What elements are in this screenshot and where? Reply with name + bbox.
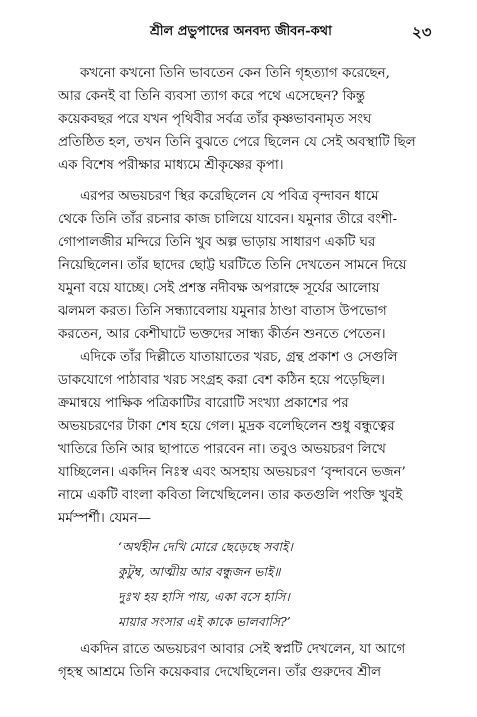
text-line: কয়েকবছর পরে যখন পৃথিবীর সর্বত্র তাঁর কৃষ্ণভাবনামৃত সংঘ [58, 112, 372, 127]
body-text [58, 62, 458, 684]
paragraph-gap [58, 177, 458, 185]
text-line: ঝলমল করত। তিনি সন্ধ্যাবেলায় যমুনার ঠাণ্ডা বাতাস উপভোগ [58, 304, 387, 319]
text-line: গৃহস্থ আশ্রমে তিনি কয়েকবার দেখেছিলেন। তাঁর গুরুদেব শ্রীল [58, 665, 381, 680]
paragraph-1 [58, 62, 458, 177]
text-line: ক্রমান্বয়ে পাক্ষিক পত্রিকাটির বারোটি সংখ্যা প্রকাশের পর [58, 396, 349, 411]
text-line: ডাকযোগে পাঠাবার খরচ সংগ্রহ করা বেশ কঠিন হয়ে পড়েছিল। [58, 373, 385, 388]
paragraph-3 [58, 346, 458, 530]
poem-block [58, 534, 458, 634]
text-line: নিয়েছিলেন। তাঁর ছাদের ছোট্ট ঘরটিতে তিনি দেখতেন সামনে দিয়ে [58, 258, 407, 273]
text-line: যাচ্ছিলেন। একদিন নিঃস্ব এবং অসহায় অভয়চরণ ‘বৃন্দাবনে ভজন’ [58, 465, 406, 480]
text-line: নামে একটি বাংলা কবিতা লিখেছিলেন। তার কতগুলি পংক্তি খুবই [58, 488, 403, 503]
text-line: খাতিরে তিনি আর ছাপাতে পারবেন না। তবুও অভয়চরণ লিখে [58, 442, 386, 457]
text-line: যমুনা বয়ে যাচ্ছে। সেই প্রশস্ত নদীবক্ষ অপরাহ্নে সূর্যের আলোয় [58, 281, 380, 296]
text-line: আর কেনই বা তিনি ব্যবসা ত্যাগ করে পথে এসেছেন? কিন্তু [58, 89, 365, 104]
page-number: ২৩ [412, 23, 432, 41]
page-header [0, 22, 477, 48]
paragraph-2 [58, 185, 458, 346]
text-line: এক বিশেষ পরীক্ষার মাধ্যমে শ্রীকৃষ্ণের কৃপা। [58, 158, 284, 173]
poem-line: মায়ার সংসার এই কাকে ভালবাসি?’ [118, 614, 291, 629]
paragraph-4 [58, 638, 458, 684]
text-line: করতেন, আর কেশীঘাটে ভক্তদের সান্ধ্য কীর্তন শুনতে পেতেন। [58, 327, 386, 342]
text-line: একদিন রাতে অভয়চরণ আবার সেই স্বপ্নটি দেখলেন, যা আগে [80, 642, 406, 657]
text-line: এদিকে তাঁর দিল্লীতে যাতায়াতের খরচ, গ্রন্থ প্রকাশ ও সেগুলি [80, 350, 398, 365]
poem-line: ‘অর্থহীন দেখি মোরে ছেড়েছে সবাই। [118, 539, 293, 554]
text-line: মর্মস্পর্শী। যেমন— [58, 511, 151, 526]
text-line: গোপালজীর মন্দিরে তিনি খুব অল্প ভাড়ায় সাধারণ একটি ঘর [58, 235, 376, 250]
text-line: থেকে তিনি তাঁর রচনার কাজ চালিয়ে যাবেন। যমুনার তীরে বংশী- [58, 212, 398, 227]
running-title: শ্রীল প্রভুপাদের অনবদ্য জীবন-কথা [150, 24, 332, 39]
poem-line: কুটুম্ব, আত্মীয় আর বন্ধুজন ভাই॥ [118, 564, 281, 579]
poem-line: দুঃখ হয় হাসি পায়, একা বসে হাসি। [118, 589, 290, 604]
text-line: অভয়চরণের টাকা শেষ হয়ে গেল। মুদ্রক বলেছিলেন শুধু বন্ধুত্বের [58, 419, 395, 434]
text-line: এরপর অভয়চরণ স্থির করেছিলেন যে পবিত্র বৃন্দাবন ধামে [80, 189, 379, 204]
text-line: কখনো কখনো তিনি ভাবতেন কেন তিনি গৃহত্যাগ করেছেন, [80, 66, 390, 81]
text-line: প্রতিষ্ঠিত হল, তখন তিনি বুঝতে পেরে ছিলেন যে সেই অবস্থাটি ছিল [58, 135, 416, 150]
